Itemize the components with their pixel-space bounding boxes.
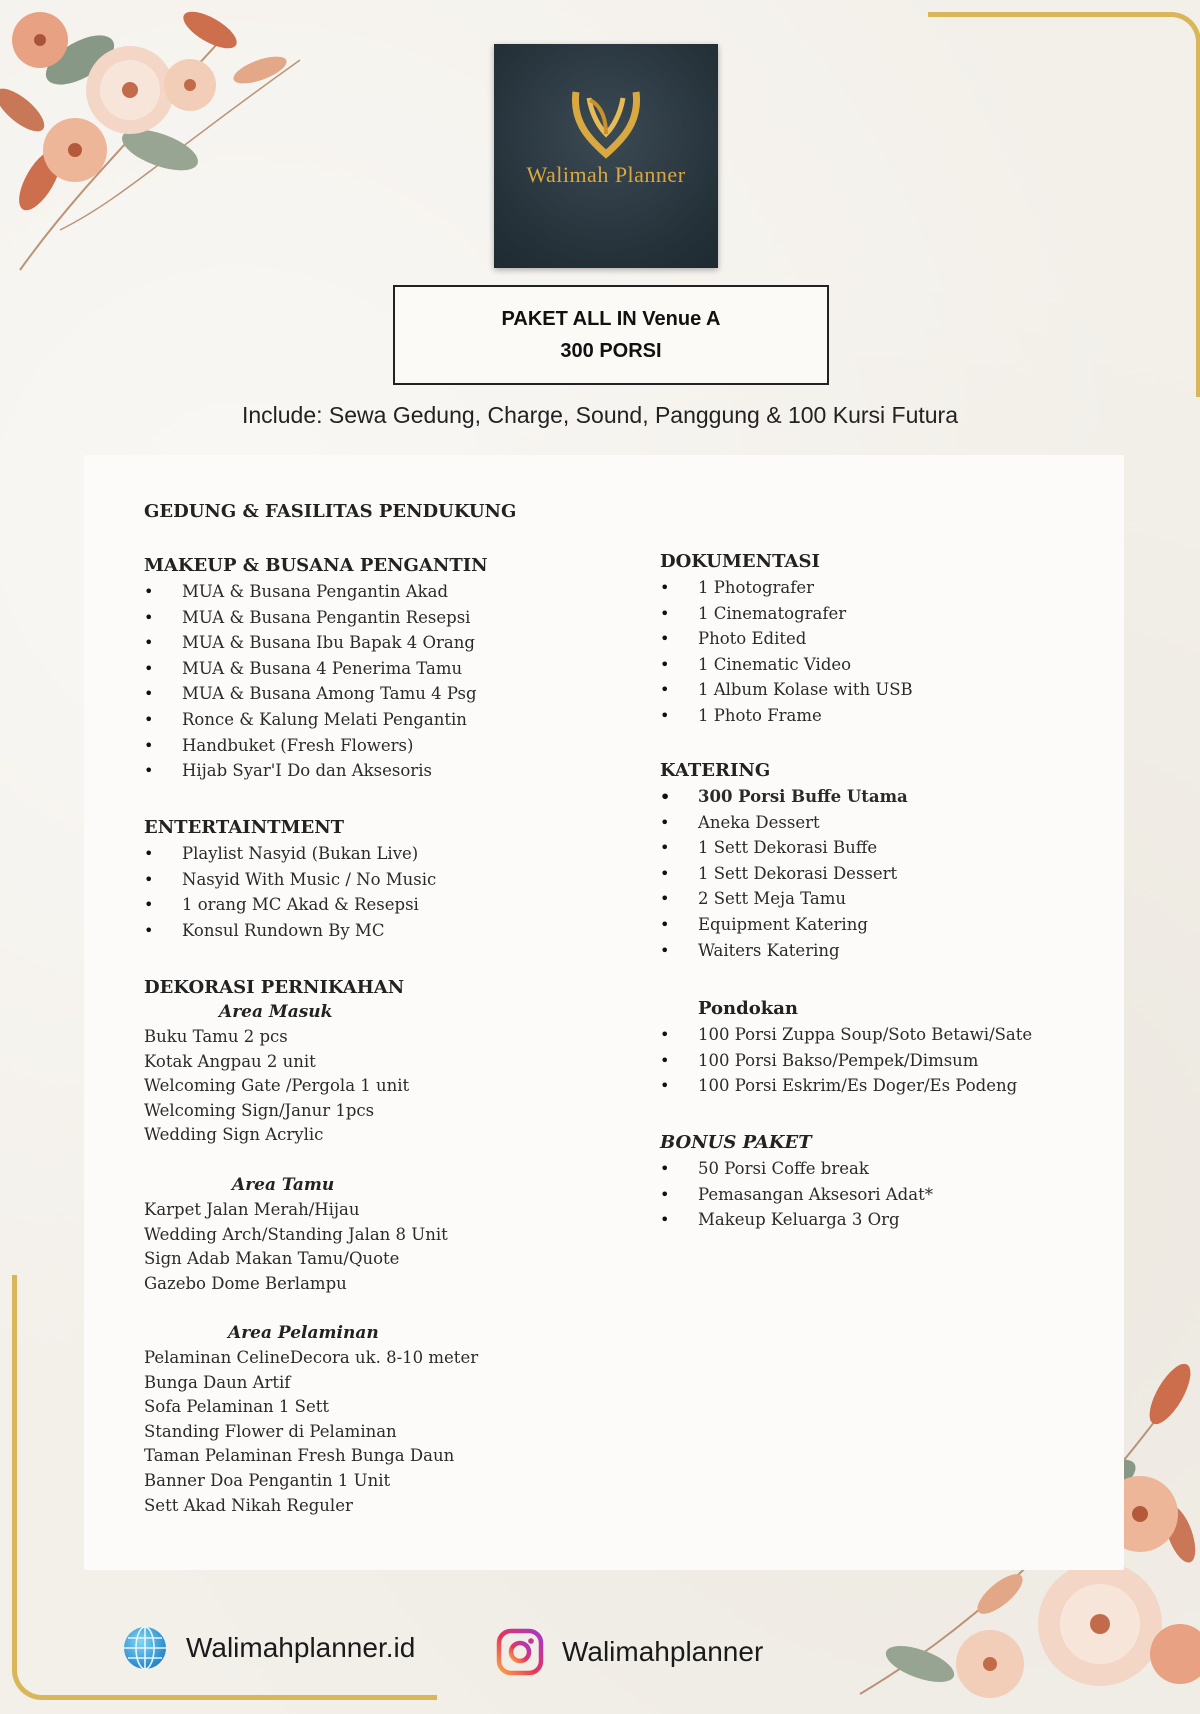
list-item: • 1 Cinematografer xyxy=(660,601,913,627)
list-item: • Konsul Rundown By MC xyxy=(144,918,436,944)
list-item: • Hijab Syar'I Do dan Aksesoris xyxy=(144,758,477,784)
list-item: • 1 Photografer xyxy=(660,575,913,601)
package-details-panel xyxy=(84,455,1124,1570)
list-item: Wedding Arch/Standing Jalan 8 Unit xyxy=(144,1224,448,1244)
katering-section-title: KATERING xyxy=(660,760,771,781)
list-item: • 1 orang MC Akad & Resepsi xyxy=(144,892,436,918)
list-item: • MUA & Busana Among Tamu 4 Psg xyxy=(144,681,477,707)
list-item: • Ronce & Kalung Melati Pengantin xyxy=(144,707,477,733)
list-item: • 300 Porsi Buffe Utama xyxy=(660,784,908,810)
list-item: • Playlist Nasyid (Bukan Live) xyxy=(144,841,436,867)
walimah-planner-logo xyxy=(494,44,718,268)
package-title-box xyxy=(393,285,829,385)
instagram-icon xyxy=(496,1628,544,1676)
list-item: Standing Flower di Pelaminan xyxy=(144,1421,397,1441)
list-item: • MUA & Busana Pengantin Akad xyxy=(144,579,477,605)
dokumentasi-list xyxy=(660,575,913,729)
list-item: • Aneka Dessert xyxy=(660,810,908,836)
area-tamu-list xyxy=(144,1198,448,1296)
dekorasi-section-title: DEKORASI PERNIKAHAN xyxy=(144,977,405,998)
area-tamu-title: Area Tamu xyxy=(232,1175,335,1195)
list-item: • 1 Cinematic Video xyxy=(660,652,913,678)
list-item: Sofa Pelaminan 1 Sett xyxy=(144,1397,329,1417)
list-item: • MUA & Busana Ibu Bapak 4 Orang xyxy=(144,630,477,656)
floral-decoration-top-left xyxy=(0,0,340,310)
pondokan-section-title: Pondokan xyxy=(698,998,798,1019)
bonus-section-title: BONUS PAKET xyxy=(660,1132,812,1153)
list-item: Welcoming Gate /Pergola 1 unit xyxy=(144,1076,410,1096)
list-item: • 2 Sett Meja Tamu xyxy=(660,886,908,912)
entertainment-list xyxy=(144,841,436,943)
entertainment-section-title: ENTERTAINTMENT xyxy=(144,817,345,838)
instagram-text: Walimahplanner xyxy=(562,1636,764,1667)
list-item: Pelaminan CelineDecora uk. 8-10 meter xyxy=(144,1348,479,1367)
list-item: • Nasyid With Music / No Music xyxy=(144,867,436,893)
globe-icon xyxy=(122,1625,168,1671)
gold-frame-top xyxy=(928,12,1200,397)
list-item: • MUA & Busana 4 Penerima Tamu xyxy=(144,656,477,682)
list-item: • 100 Porsi Eskrim/Es Doger/Es Podeng xyxy=(660,1073,1032,1099)
main-heading: GEDUNG & FASILITAS PENDUKUNG xyxy=(144,501,517,522)
list-item: • 100 Porsi Bakso/Pempek/Dimsum xyxy=(660,1048,1032,1074)
website-text: Walimahplanner.id xyxy=(186,1632,416,1663)
list-item: • 1 Album Kolase with USB xyxy=(660,677,913,703)
list-item: • Pemasangan Aksesori Adat* xyxy=(660,1182,933,1208)
list-item: • 100 Porsi Zuppa Soup/Soto Betawi/Sate xyxy=(660,1022,1032,1048)
list-item: Welcoming Sign/Janur 1pcs xyxy=(144,1100,375,1120)
footer-instagram[interactable] xyxy=(496,1628,763,1676)
list-item: • Makeup Keluarga 3 Org xyxy=(660,1207,933,1233)
list-item: Kotak Angpau 2 unit xyxy=(144,1051,316,1071)
include-line: Include: Sewa Gedung, Charge, Sound, Panggung & 100 Kursi Futura xyxy=(241,402,959,428)
list-item: • 1 Sett Dekorasi Buffe xyxy=(660,835,908,861)
list-item: Wedding Sign Acrylic xyxy=(144,1125,324,1145)
logo-brand-text: Walimah Planner xyxy=(526,162,686,187)
list-item: Banner Doa Pengantin 1 Unit xyxy=(144,1470,391,1490)
katering-list xyxy=(660,784,908,963)
logo-mark-icon xyxy=(494,44,718,164)
list-item: Karpet Jalan Merah/Hijau xyxy=(144,1200,360,1219)
area-masuk-title: Area Masuk xyxy=(219,1002,333,1022)
area-pelaminan-title: Area Pelaminan xyxy=(228,1323,379,1343)
list-item: • Photo Edited xyxy=(660,626,913,652)
list-item: Taman Pelaminan Fresh Bunga Daun xyxy=(144,1446,455,1466)
area-pelaminan-list xyxy=(144,1346,478,1518)
list-item: • 50 Porsi Coffe break xyxy=(660,1156,933,1182)
list-item: • 1 Photo Frame xyxy=(660,703,913,729)
list-item: • MUA & Busana Pengantin Resepsi xyxy=(144,605,477,631)
list-item: Sign Adab Makan Tamu/Quote xyxy=(144,1249,400,1269)
makeup-section-title: MAKEUP & BUSANA PENGANTIN xyxy=(144,555,488,576)
list-item: • Equipment Katering xyxy=(660,912,908,938)
package-portion: 300 PORSI xyxy=(560,340,662,362)
list-item: Gazebo Dome Berlampu xyxy=(144,1273,347,1293)
pondokan-list xyxy=(660,1022,1032,1099)
list-item: Buku Tamu 2 pcs xyxy=(144,1027,288,1046)
footer-website[interactable] xyxy=(122,1625,415,1671)
list-item: • 1 Sett Dekorasi Dessert xyxy=(660,861,908,887)
list-item: Bunga Daun Artif xyxy=(144,1372,291,1392)
area-masuk-list xyxy=(144,1025,409,1148)
dokumentasi-section-title: DOKUMENTASI xyxy=(660,551,820,572)
makeup-list xyxy=(144,579,477,784)
list-item: Sett Akad Nikah Reguler xyxy=(144,1495,353,1515)
list-item: • Handbuket (Fresh Flowers) xyxy=(144,733,477,759)
bonus-list xyxy=(660,1156,933,1233)
list-item: • Waiters Katering xyxy=(660,938,908,964)
package-title: PAKET ALL IN Venue A xyxy=(501,308,721,330)
